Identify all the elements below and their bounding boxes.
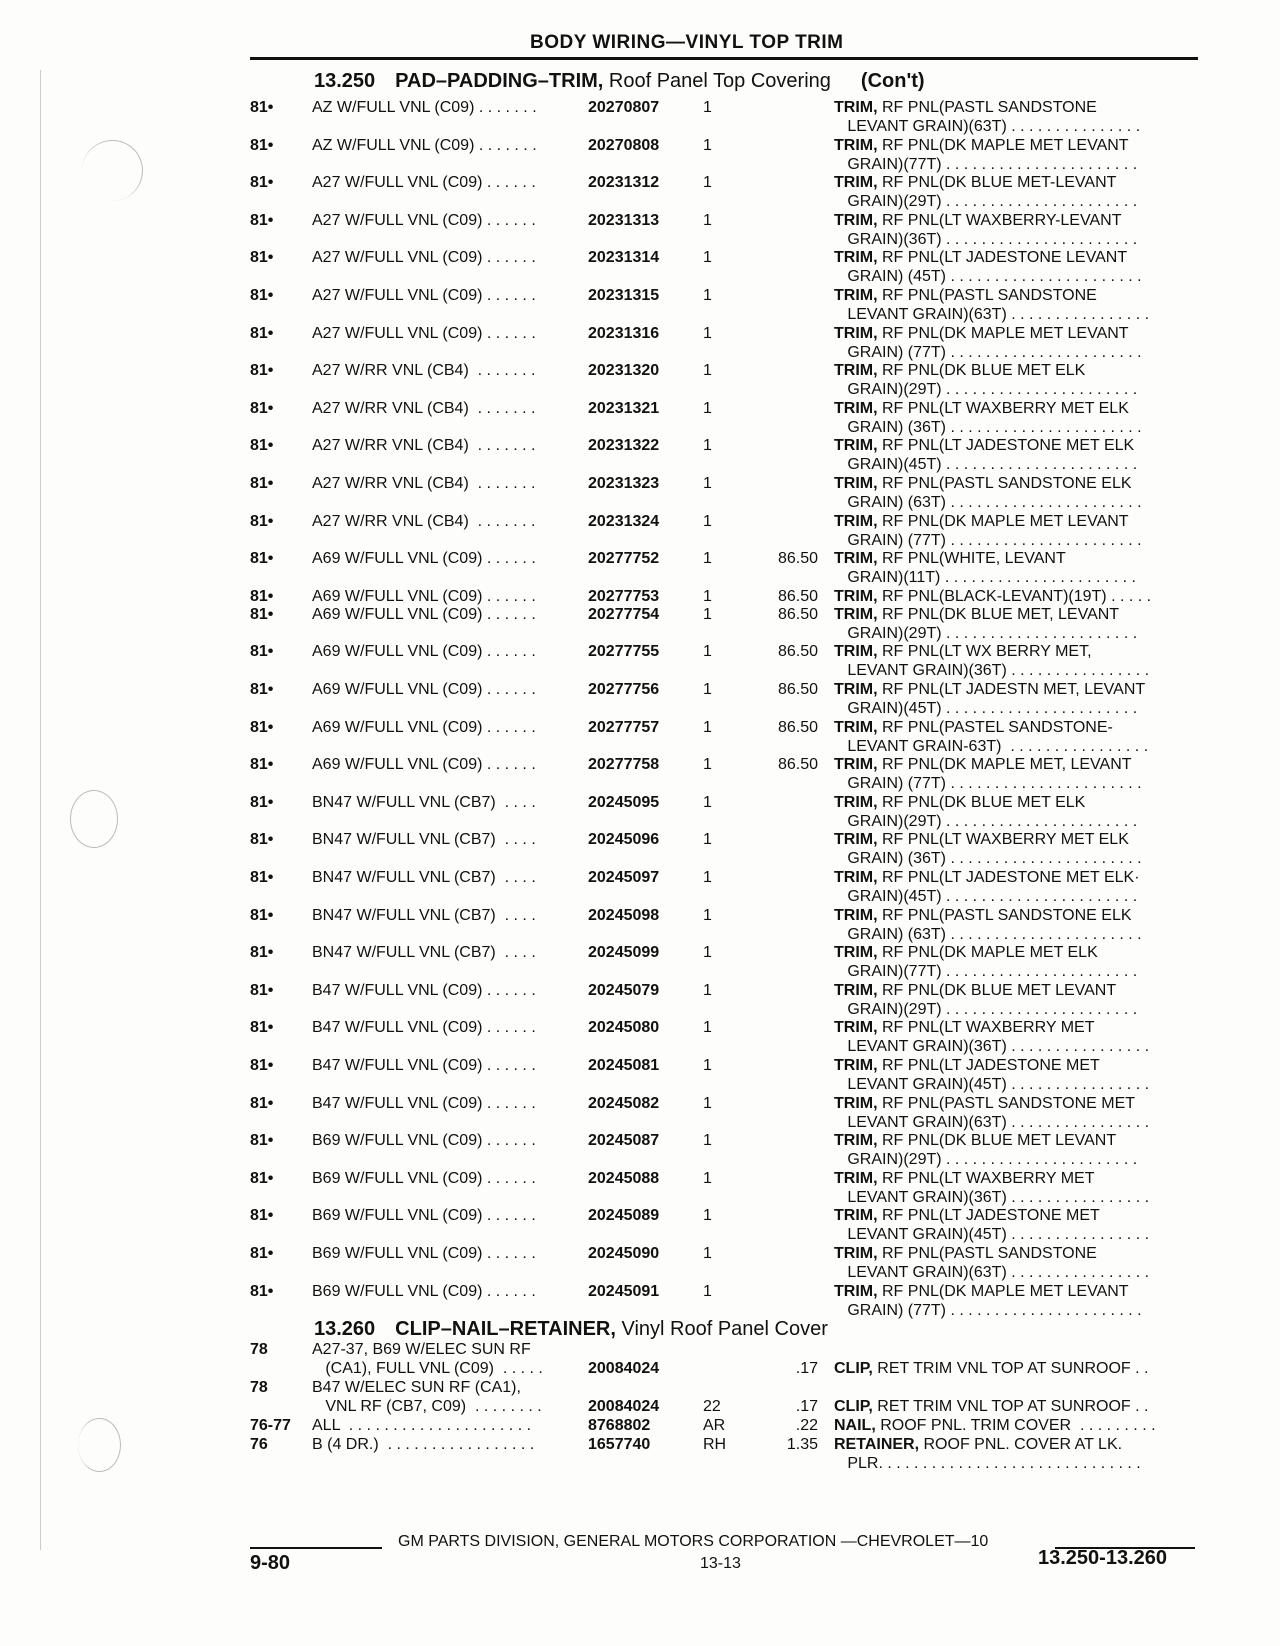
part-number: 20277755 [588, 643, 660, 661]
part-name: RETAINER, [834, 1436, 920, 1453]
part-number: 20270807 [588, 99, 660, 116]
part-number: 20245096 [588, 831, 660, 849]
part-name: TRIM, [834, 869, 878, 886]
ref-number: 81• [250, 718, 274, 736]
footer-rule-left [250, 1547, 382, 1549]
part-number: 20245099 [588, 944, 660, 962]
application: A69 W/FULL VNL (C09) . . . . . . [312, 587, 536, 605]
ref-number: 76-77 [250, 1417, 291, 1434]
part-description [834, 830, 1196, 868]
ref-number: 81• [250, 643, 274, 661]
part-detail: RF PNL(PASTL SANDSTONE LEVANT GRAIN)(63T) . . . . . . . . . . . . . . . [847, 99, 1141, 135]
quantity: 1 [703, 399, 712, 417]
section-title [314, 1318, 858, 1341]
part-detail: RF PNL(LT WAXBERRY MET ELK GRAIN) (36T) . . . . . . . . . . . . . . . . . . . . . . [847, 399, 1142, 436]
part-number: 20245079 [588, 981, 660, 999]
application: A27-37, B69 W/ELEC SUN RF (CA1), FULL VNL (C09) . . . . . [312, 1341, 543, 1377]
part-detail: RF PNL(PASTEL SANDSTONE- LEVANT GRAIN-63T) . . . . . . . . . . . . . . . . [847, 718, 1149, 755]
quantity: 1 [703, 136, 712, 154]
part-description [834, 324, 1196, 362]
part-description [834, 943, 1196, 981]
part-description [834, 1018, 1196, 1056]
part-name: TRIM, [834, 1245, 878, 1262]
part-number: 20231321 [588, 399, 660, 417]
price: 86.50 [777, 718, 818, 736]
ref-number: 81• [250, 681, 274, 698]
part-description [834, 868, 1196, 906]
part-number: 20245089 [588, 1207, 660, 1225]
part-number: 1657740 [588, 1436, 651, 1453]
part-detail: RF PNL(PASTL SANDSTONE ELK GRAIN) (63T) . . . . . . . . . . . . . . . . . . . . . . [847, 475, 1142, 511]
application: A27 W/FULL VNL (C09) . . . . . . [312, 287, 536, 304]
application: BN47 W/FULL VNL (CB7) . . . . [312, 906, 536, 924]
part-number: 20245095 [588, 793, 660, 811]
part-number: 20245098 [588, 906, 660, 924]
application: B69 W/FULL VNL (C09) . . . . . . [312, 1207, 536, 1225]
ref-number: 81• [250, 324, 274, 342]
part-detail: RF PNL(LT JADESTONE MET ELK· GRAIN)(45T) . . . . . . . . . . . . . . . . . . . . . . [847, 869, 1140, 905]
application: A27 W/RR VNL (CB4) . . . . . . . [312, 437, 536, 455]
part-name: TRIM, [834, 981, 878, 999]
part-detail: RF PNL(PASTL SANDSTONE ELK GRAIN) (63T) . . . . . . . . . . . . . . . . . . . . . . [847, 906, 1142, 943]
part-detail: RF PNL(LT WAXBERRY MET LEVANT GRAIN)(36T) . . . . . . . . . . . . . . . . [847, 1169, 1150, 1206]
ref-number: 81• [250, 437, 274, 455]
ref-number: 81• [250, 587, 274, 605]
part-name: TRIM, [834, 756, 878, 774]
application: B47 W/FULL VNL (C09) . . . . . . [312, 1094, 536, 1112]
quantity: 1 [703, 1169, 712, 1187]
part-description [834, 436, 1196, 474]
application: BN47 W/FULL VNL (CB7) . . . . [312, 831, 536, 849]
part-name: TRIM, [834, 287, 878, 304]
application: BN47 W/FULL VNL (CB7) . . . . [312, 793, 536, 811]
part-detail: RF PNL(PASTL SANDSTONE LEVANT GRAIN)(63T) . . . . . . . . . . . . . . . . [847, 1245, 1150, 1281]
section-title [314, 70, 925, 93]
part-number: 20245080 [588, 1019, 660, 1037]
application: AZ W/FULL VNL (C09) . . . . . . . [312, 136, 537, 154]
part-name: NAIL, [834, 1417, 876, 1434]
application: A27 W/FULL VNL (C09) . . . . . . [312, 249, 536, 267]
ref-number: 81• [250, 1132, 274, 1150]
part-number: 20231322 [588, 437, 660, 455]
part-detail: RF PNL(DK MAPLE MET LEVANT GRAIN) (77T) . . . . . . . . . . . . . . . . . . . . . . [847, 512, 1142, 549]
part-name: TRIM, [834, 718, 878, 736]
section-number: 13.250 [314, 70, 376, 92]
price: 86.50 [777, 605, 818, 623]
section-name-bold: CLIP–NAIL–RETAINER, [395, 1318, 616, 1340]
part-description [834, 981, 1196, 1019]
application: A27 W/FULL VNL (C09) . . . . . . [312, 324, 536, 342]
part-description [834, 474, 1196, 512]
quantity: 1 [703, 1132, 712, 1150]
application: B47 W/FULL VNL (C09) . . . . . . [312, 1057, 536, 1074]
part-number: 20231315 [588, 287, 660, 304]
quantity: RH [703, 1436, 727, 1453]
part-description [834, 587, 1196, 606]
part-name: TRIM, [834, 1057, 878, 1074]
price: .17 [795, 1360, 818, 1377]
part-name: TRIM, [834, 99, 878, 116]
part-detail: RF PNL(DK BLUE MET ELK GRAIN)(29T) . . . . . . . . . . . . . . . . . . . . . . [847, 793, 1138, 830]
part-description [834, 1169, 1196, 1207]
ref-number: 81• [250, 211, 274, 229]
part-description [834, 755, 1196, 793]
part-name: TRIM, [834, 1019, 878, 1037]
part-number: 20277756 [588, 681, 660, 698]
part-description [834, 1131, 1196, 1169]
part-detail: RF PNL(DK BLUE MET-LEVANT GRAIN)(29T) . . . . . . . . . . . . . . . . . . . . . . [847, 174, 1138, 211]
part-detail: RET TRIM VNL TOP AT SUNROOF . . [872, 1398, 1149, 1415]
part-number: 20231323 [588, 475, 660, 492]
quantity: 1 [703, 756, 712, 774]
part-name: TRIM, [834, 249, 878, 267]
footer-section-range: 13.250-13.260 [1038, 1547, 1168, 1569]
quantity: 1 [703, 1019, 712, 1037]
margin-line [40, 70, 41, 1550]
part-number: 20084024 [588, 1398, 660, 1415]
part-detail: ROOF PNL. TRIM COVER . . . . . . . . . [875, 1417, 1156, 1434]
part-number: 20277752 [588, 550, 660, 568]
ref-number: 81• [250, 287, 274, 304]
application: B69 W/FULL VNL (C09) . . . . . . [312, 1169, 536, 1187]
header-rule [250, 57, 1198, 60]
application: A27 W/RR VNL (CB4) . . . . . . . [312, 399, 536, 417]
ref-number: 81• [250, 605, 274, 623]
application: BN47 W/FULL VNL (CB7) . . . . [312, 944, 536, 962]
part-detail: RF PNL(DK BLUE MET, LEVANT GRAIN)(29T) . . . . . . . . . . . . . . . . . . . . . . [847, 605, 1138, 642]
part-number: 20245082 [588, 1094, 660, 1112]
part-description [834, 1359, 1196, 1378]
part-detail: RF PNL(PASTL SANDSTONE LEVANT GRAIN)(63T) . . . . . . . . . . . . . . . . [847, 287, 1150, 323]
application: B (4 DR.) . . . . . . . . . . . . . . . . . [312, 1436, 535, 1453]
footer-publisher: GM PARTS DIVISION, GENERAL MOTORS CORPORATION —CHEVROLET—10 [398, 1533, 989, 1550]
application: AZ W/FULL VNL (C09) . . . . . . . [312, 99, 537, 116]
ref-number: 81• [250, 550, 274, 568]
part-description [834, 1397, 1196, 1416]
ref-number: 81• [250, 756, 274, 774]
ref-number: 78 [250, 1379, 268, 1396]
part-number: 20245091 [588, 1282, 660, 1300]
ref-number: 81• [250, 1169, 274, 1187]
quantity: 1 [703, 1245, 712, 1262]
ref-number: 81• [250, 1245, 274, 1262]
application: A27 W/RR VNL (CB4) . . . . . . . [312, 512, 536, 530]
application: B69 W/FULL VNL (C09) . . . . . . [312, 1245, 536, 1262]
price: 86.50 [777, 756, 818, 774]
application: BN47 W/FULL VNL (CB7) . . . . [312, 869, 536, 886]
part-number: 20231312 [588, 174, 660, 192]
part-detail: RF PNL(DK MAPLE MET, LEVANT GRAIN) (77T) . . . . . . . . . . . . . . . . . . . . . . [847, 756, 1142, 793]
part-number: 8768802 [588, 1417, 651, 1434]
quantity: 1 [703, 550, 712, 568]
quantity: 1 [703, 718, 712, 736]
ref-number: 81• [250, 1207, 274, 1225]
part-number: 20245090 [588, 1245, 660, 1262]
part-description [834, 98, 1196, 136]
binder-hole-top [82, 140, 143, 201]
part-detail: RF PNL(LT JADESTONE LEVANT GRAIN) (45T) . . . . . . . . . . . . . . . . . . . . . . [847, 249, 1142, 286]
quantity: 1 [703, 587, 712, 605]
part-number: 20245097 [588, 869, 660, 886]
part-name: TRIM, [834, 211, 878, 229]
part-number: 20270808 [588, 136, 660, 154]
part-description [834, 549, 1196, 587]
page-title: BODY WIRING—VINYL TOP TRIM [530, 32, 844, 53]
quantity: 1 [703, 437, 712, 455]
application: A69 W/FULL VNL (C09) . . . . . . [312, 605, 536, 623]
part-name: TRIM, [834, 831, 878, 849]
part-name: TRIM, [834, 399, 878, 417]
part-description [834, 1282, 1196, 1320]
part-detail: RF PNL(DK BLUE MET LEVANT GRAIN)(29T) . . . . . . . . . . . . . . . . . . . . . . [847, 1132, 1138, 1169]
part-number: 20245081 [588, 1057, 660, 1074]
part-detail: RF PNL(BLACK-LEVANT)(19T) . . . . . [877, 587, 1152, 605]
application: B47 W/FULL VNL (C09) . . . . . . [312, 1019, 536, 1037]
part-detail: RF PNL(PASTL SANDSTONE MET LEVANT GRAIN)(63T) . . . . . . . . . . . . . . . . [847, 1094, 1150, 1131]
part-description [834, 1094, 1196, 1132]
ref-number: 81• [250, 512, 274, 530]
part-number: 20277754 [588, 605, 660, 623]
application: A27 W/FULL VNL (C09) . . . . . . [312, 211, 536, 229]
ref-number: 78 [250, 1341, 268, 1358]
application: B47 W/FULL VNL (C09) . . . . . . [312, 981, 536, 999]
application: ALL . . . . . . . . . . . . . . . . . . . . . [312, 1417, 532, 1434]
footer-date: 9-80 [250, 1552, 291, 1574]
part-name: TRIM, [834, 324, 878, 342]
footer-page-number: 13-13 [700, 1555, 741, 1572]
part-description [834, 361, 1196, 399]
part-detail: RF PNL(DK BLUE MET ELK GRAIN)(29T) . . . . . . . . . . . . . . . . . . . . . . [847, 362, 1138, 399]
part-description [834, 1206, 1196, 1244]
application: A69 W/FULL VNL (C09) . . . . . . [312, 643, 536, 661]
part-name: TRIM, [834, 1132, 878, 1150]
price: 1.35 [786, 1436, 818, 1453]
part-detail: RF PNL(LT JADESTONE MET ELK GRAIN)(45T) . . . . . . . . . . . . . . . . . . . . . . [847, 437, 1138, 474]
part-name: TRIM, [834, 605, 878, 623]
quantity: 1 [703, 475, 712, 492]
part-detail: RF PNL(DK MAPLE MET LEVANT GRAIN) (77T) . . . . . . . . . . . . . . . . . . . . . . [847, 324, 1142, 361]
quantity: 1 [703, 869, 712, 886]
part-description [834, 248, 1196, 286]
part-name: TRIM, [834, 550, 878, 568]
part-name: TRIM, [834, 437, 878, 455]
section-name-rest: Vinyl Roof Panel Cover [615, 1318, 828, 1340]
quantity: 1 [703, 174, 712, 192]
quantity: 22 [703, 1398, 721, 1415]
price: 86.50 [777, 550, 818, 568]
part-name: TRIM, [834, 643, 878, 661]
part-name: CLIP, [834, 1360, 873, 1377]
section-continued: (Con't) [860, 70, 925, 92]
price: .17 [795, 1398, 818, 1415]
part-detail: RF PNL(LT JADESTONE MET LEVANT GRAIN)(45T) . . . . . . . . . . . . . . . . [847, 1057, 1150, 1093]
binder-hole-middle [70, 790, 118, 848]
part-name: TRIM, [834, 512, 878, 530]
part-number: 20231314 [588, 249, 660, 267]
part-detail: ROOF PNL. COVER AT LK. PLR. . . . . . . . . . . . . . . . . . . . . . . . . . . . . . [847, 1436, 1141, 1472]
part-description [834, 211, 1196, 249]
part-detail: RF PNL(LT JADESTONE MET LEVANT GRAIN)(45T) . . . . . . . . . . . . . . . . [847, 1207, 1150, 1244]
ref-number: 81• [250, 99, 274, 116]
part-name: TRIM, [834, 681, 878, 698]
part-description [834, 793, 1196, 831]
part-name: TRIM, [834, 174, 878, 192]
part-number: 20231324 [588, 512, 660, 530]
part-name: TRIM, [834, 475, 878, 492]
part-detail: RF PNL(LT WAXBERRY MET ELK GRAIN) (36T) . . . . . . . . . . . . . . . . . . . . . . [847, 831, 1142, 868]
part-name: TRIM, [834, 1094, 878, 1112]
part-description [834, 718, 1196, 756]
part-detail: RF PNL(LT WAXBERRY-LEVANT GRAIN)(36T) . . . . . . . . . . . . . . . . . . . . . . [847, 211, 1138, 248]
part-description [834, 1244, 1196, 1282]
part-name: TRIM, [834, 793, 878, 811]
part-detail: RF PNL(LT WX BERRY MET, LEVANT GRAIN)(36T) . . . . . . . . . . . . . . . . [847, 643, 1150, 680]
part-description [834, 680, 1196, 718]
quantity: 1 [703, 1282, 712, 1300]
quantity: 1 [703, 793, 712, 811]
part-detail: RF PNL(DK BLUE MET LEVANT GRAIN)(29T) . . . . . . . . . . . . . . . . . . . . . . [847, 981, 1138, 1018]
price: 86.50 [777, 587, 818, 605]
application: A27 W/FULL VNL (C09) . . . . . . [312, 174, 536, 192]
part-description [834, 399, 1196, 437]
part-description [834, 286, 1196, 324]
ref-number: 81• [250, 1094, 274, 1112]
part-detail: RF PNL(WHITE, LEVANT GRAIN)(11T) . . . . . . . . . . . . . . . . . . . . . . [847, 550, 1136, 587]
binder-hole-bottom [78, 1418, 121, 1472]
part-description [834, 906, 1196, 944]
ref-number: 81• [250, 793, 274, 811]
quantity: 1 [703, 99, 712, 116]
section-number: 13.260 [314, 1318, 376, 1340]
part-description [834, 1416, 1196, 1435]
part-description [834, 605, 1196, 643]
part-description [834, 173, 1196, 211]
quantity: 1 [703, 981, 712, 999]
price: 86.50 [777, 643, 818, 661]
ref-number: 81• [250, 1282, 274, 1300]
part-number: 20231313 [588, 211, 660, 229]
quantity: 1 [703, 324, 712, 342]
ref-number: 81• [250, 1019, 274, 1037]
part-number: 20231320 [588, 362, 660, 380]
part-name: TRIM, [834, 1169, 878, 1187]
part-name: TRIM, [834, 906, 878, 924]
section-name-bold: PAD–PADDING–TRIM, [395, 70, 604, 92]
quantity: 1 [703, 1057, 712, 1074]
part-number: 20277757 [588, 718, 660, 736]
quantity: 1 [703, 249, 712, 267]
part-detail: RF PNL(LT WAXBERRY MET LEVANT GRAIN)(36T) . . . . . . . . . . . . . . . . [847, 1019, 1150, 1056]
ref-number: 81• [250, 869, 274, 886]
part-description [834, 136, 1196, 174]
quantity: 1 [703, 681, 712, 698]
price: .22 [795, 1417, 818, 1434]
application: A69 W/FULL VNL (C09) . . . . . . [312, 550, 536, 568]
quantity: 1 [703, 643, 712, 661]
quantity: AR [703, 1417, 726, 1434]
part-name: TRIM, [834, 362, 878, 380]
part-description [834, 1056, 1196, 1094]
ref-number: 81• [250, 249, 274, 267]
part-detail: RET TRIM VNL TOP AT SUNROOF . . [872, 1360, 1149, 1377]
part-detail: RF PNL(DK MAPLE MET LEVANT GRAIN) (77T) . . . . . . . . . . . . . . . . . . . . . . [847, 1282, 1142, 1319]
ref-number: 81• [250, 174, 274, 192]
price: 86.50 [777, 681, 818, 698]
application: B47 W/ELEC SUN RF (CA1), VNL RF (CB7, C09) . . . . . . . . [312, 1379, 542, 1415]
ref-number: 81• [250, 981, 274, 999]
quantity: 1 [703, 287, 712, 304]
quantity: 1 [703, 831, 712, 849]
part-number: 20277758 [588, 756, 660, 774]
quantity: 1 [703, 512, 712, 530]
ref-number: 81• [250, 136, 274, 154]
part-number: 20277753 [588, 587, 660, 605]
ref-number: 81• [250, 906, 274, 924]
part-number: 20245088 [588, 1169, 660, 1187]
part-name: TRIM, [834, 1207, 878, 1225]
part-detail: RF PNL(LT JADESTN MET, LEVANT GRAIN)(45T) . . . . . . . . . . . . . . . . . . . . . . [847, 681, 1146, 717]
application: A27 W/RR VNL (CB4) . . . . . . . [312, 362, 536, 380]
quantity: 1 [703, 211, 712, 229]
quantity: 1 [703, 906, 712, 924]
part-number: 20245087 [588, 1132, 660, 1150]
ref-number: 81• [250, 475, 274, 492]
part-detail: RF PNL(DK MAPLE MET ELK GRAIN)(77T) . . . . . . . . . . . . . . . . . . . . . . [847, 944, 1138, 981]
part-description [834, 642, 1196, 680]
part-description [834, 1435, 1196, 1473]
application: A69 W/FULL VNL (C09) . . . . . . [312, 718, 536, 736]
part-name: TRIM, [834, 1282, 878, 1300]
part-name: CLIP, [834, 1398, 873, 1415]
part-detail: RF PNL(DK MAPLE MET LEVANT GRAIN)(77T) . . . . . . . . . . . . . . . . . . . . . . [847, 136, 1138, 173]
part-number: 20231316 [588, 324, 660, 342]
quantity: 1 [703, 1207, 712, 1225]
ref-number: 81• [250, 362, 274, 380]
part-name: TRIM, [834, 587, 878, 605]
ref-number: 81• [250, 944, 274, 962]
quantity: 1 [703, 362, 712, 380]
application: A27 W/RR VNL (CB4) . . . . . . . [312, 475, 536, 492]
part-name: TRIM, [834, 136, 878, 154]
ref-number: 81• [250, 399, 274, 417]
quantity: 1 [703, 1094, 712, 1112]
section-name-rest: Roof Panel Top Covering [603, 70, 831, 92]
ref-number: 81• [250, 1057, 274, 1074]
application: A69 W/FULL VNL (C09) . . . . . . [312, 681, 536, 698]
application: A69 W/FULL VNL (C09) . . . . . . [312, 756, 536, 774]
ref-number: 81• [250, 831, 274, 849]
part-name: TRIM, [834, 944, 878, 962]
application: B69 W/FULL VNL (C09) . . . . . . [312, 1132, 536, 1150]
part-description [834, 512, 1196, 550]
quantity: 1 [703, 605, 712, 623]
ref-number: 76 [250, 1436, 268, 1453]
application: B69 W/FULL VNL (C09) . . . . . . [312, 1282, 536, 1300]
quantity: 1 [703, 944, 712, 962]
part-number: 20084024 [588, 1360, 660, 1377]
